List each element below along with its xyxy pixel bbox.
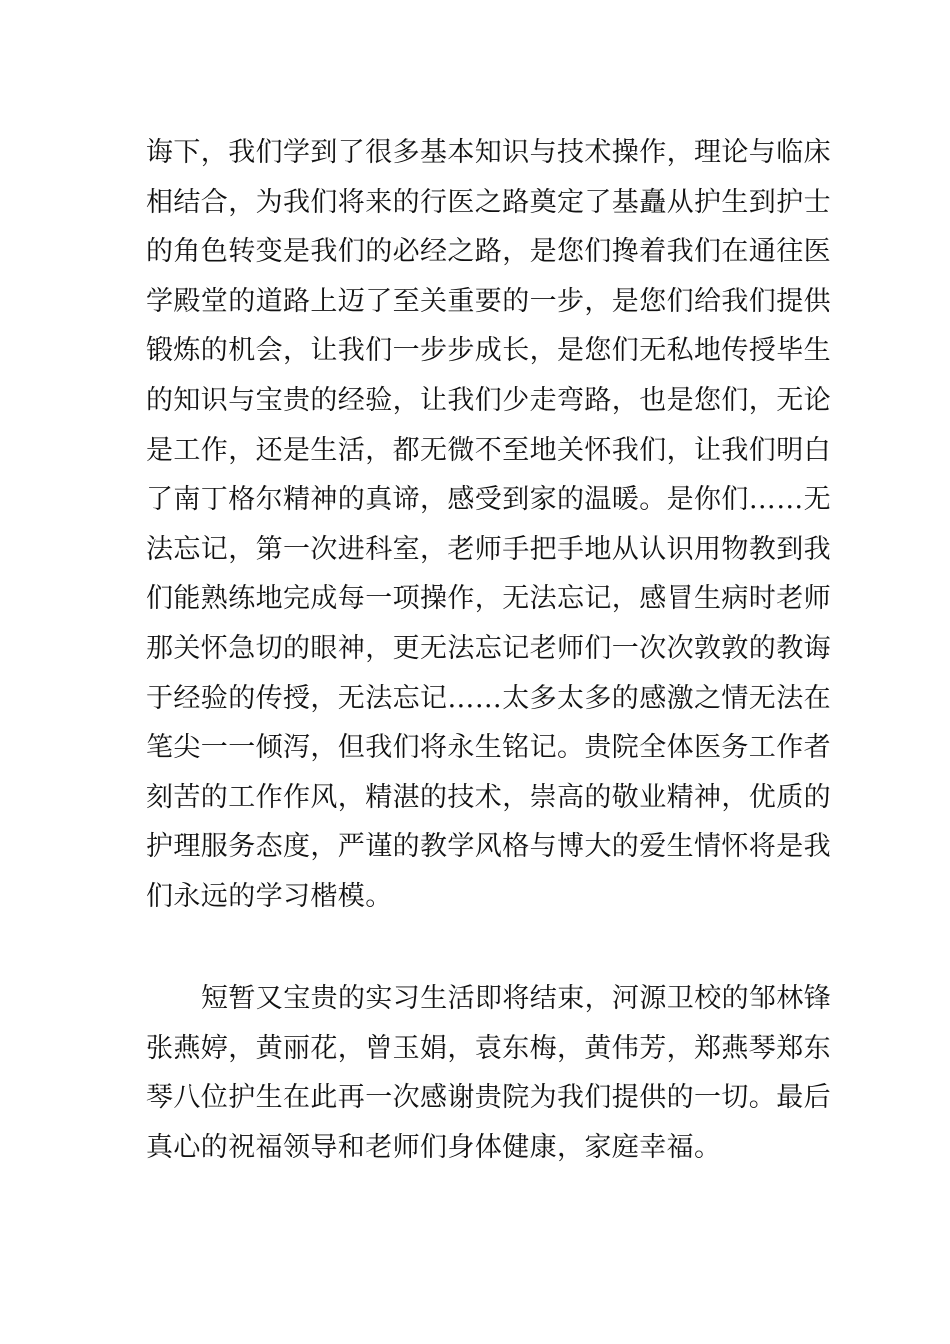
text-line: 学殿堂的道路上迈了至关重要的一步，是您们给我们提供 bbox=[146, 285, 831, 317]
text-line: 于经验的传授，无法忘记……太多太多的感激之情无法在 bbox=[146, 682, 831, 714]
text-line: 的角色转变是我们的必经之路，是您们搀着我们在通往医 bbox=[146, 236, 831, 268]
text-line: 护理服务态度，严谨的教学风格与博大的爱生情怀将是我 bbox=[146, 831, 831, 863]
text-line: 的知识与宝贵的经验，让我们少走弯路，也是您们，无论 bbox=[146, 384, 831, 416]
text-line: 了南丁格尔精神的真谛，感受到家的温暖。是你们……无 bbox=[146, 484, 831, 516]
text-line: 真心的祝福领导和老师们身体健康，家庭幸福。 bbox=[146, 1131, 722, 1163]
text-line: 相结合，为我们将来的行医之路奠定了基矗从护生到护士 bbox=[146, 186, 831, 218]
text-line: 法忘记，第一次进科室，老师手把手地从认识用物教到我 bbox=[146, 533, 831, 565]
text-line: 笔尖一一倾泻，但我们将永生铭记。贵院全体医务工作者 bbox=[146, 732, 831, 764]
text-line: 张燕婷，黄丽花，曾玉娟，袁东梅，黄伟芳，郑燕琴郑东 bbox=[146, 1032, 831, 1064]
paragraph-closing bbox=[146, 974, 832, 1172]
text-line: 短暂又宝贵的实习生活即将结束，河源卫校的邹林锋 bbox=[201, 983, 832, 1014]
text-line: 刻苦的工作作风，精湛的技术，崇高的敬业精神，优质的 bbox=[146, 781, 831, 813]
text-line: 们永远的学习楷模。 bbox=[146, 880, 393, 912]
text-line: 们能熟练地完成每一项操作，无法忘记，感冒生病时老师 bbox=[146, 583, 831, 615]
text-line: 琴八位护生在此再一次感谢贵院为我们提供的一切。最后 bbox=[146, 1082, 831, 1114]
text-line: 是工作，还是生活，都无微不至地关怀我们，让我们明白 bbox=[146, 434, 831, 466]
text-line: 锻炼的机会，让我们一步步成长，是您们无私地传授毕生 bbox=[146, 335, 831, 367]
text-line: 诲下，我们学到了很多基本知识与技术操作，理论与临床 bbox=[146, 137, 831, 168]
text-line: 那关怀急切的眼神，更无法忘记老师们一次次敦敦的教诲 bbox=[146, 632, 831, 664]
paragraph-gratitude bbox=[146, 128, 831, 922]
